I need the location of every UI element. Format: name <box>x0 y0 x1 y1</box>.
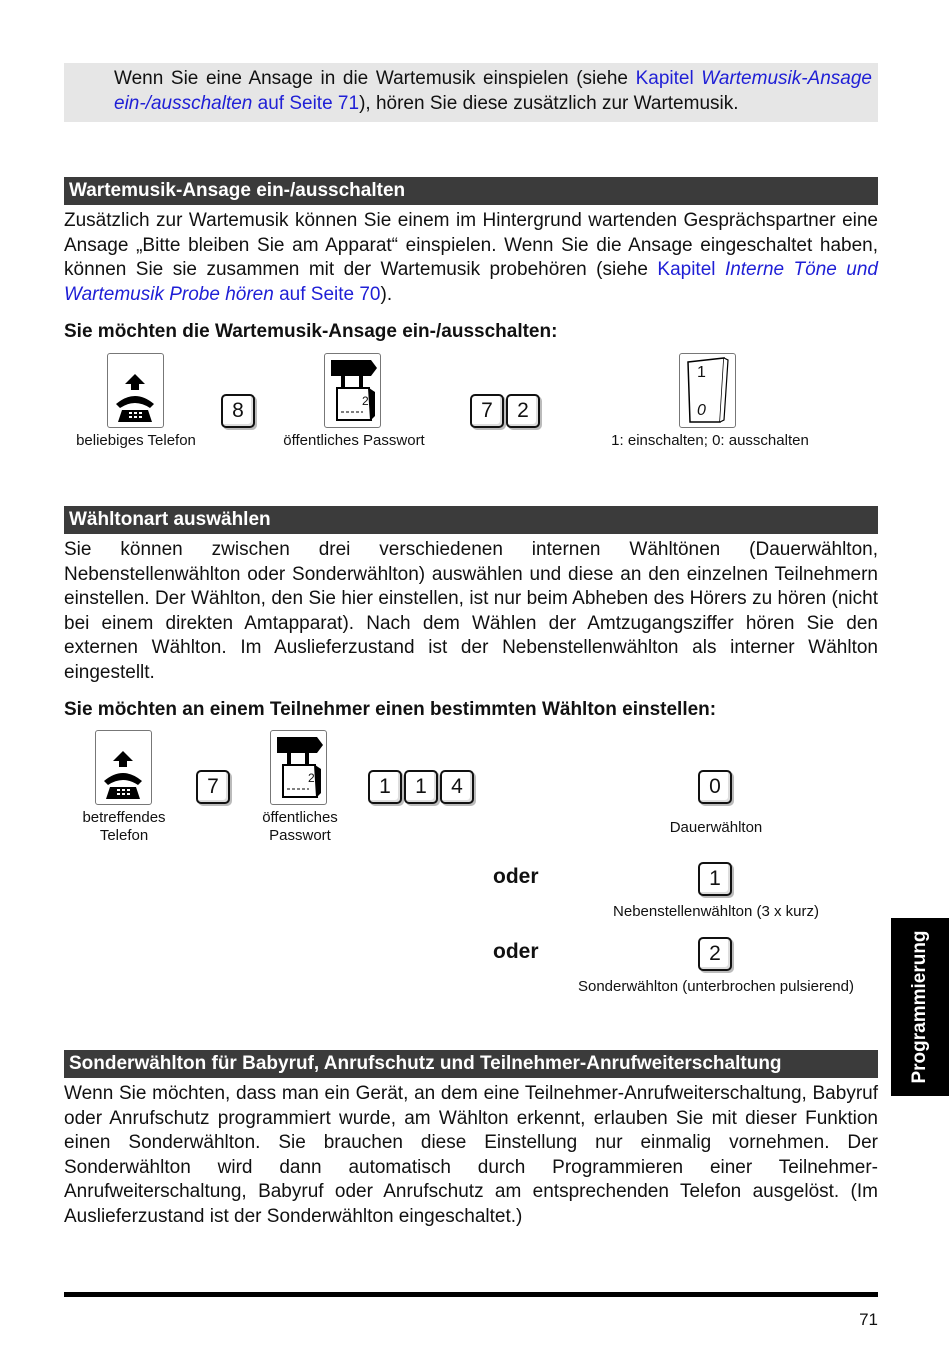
key-2: 2 <box>506 394 540 428</box>
phone-offhook-icon <box>107 353 164 428</box>
key-1: 1 <box>698 862 732 896</box>
note-link[interactable]: Kapitel Wartemusik-Ansage ein-/ausschalten auf Seite 71 <box>114 68 872 114</box>
caption-nebenstellenwaehlton: Nebenstellenwählton (3 x kurz) <box>613 903 819 920</box>
section-body-waehltonart: Sie können zwischen drei verschiedenen internen Wähltönen (Dauerwählton, Nebenstellenwählton oder Sonderwählton) auswählen und diese an den einzelnen Teilnehmern einstellen. Der Wählton, den Sie hier einstellen, ist nur beim Abheben des Hörers zu hören (nicht bei einem direkten Amtapparat). Nach dem Wählen der Amtzugangsziffer hören Sie den externen Wählton. Im Auslieferzustand ist der Nebenstellenwählton als interner Wählton eingestellt. <box>64 539 878 683</box>
phone-offhook-icon <box>95 730 152 805</box>
caption-switch: 1: einschalten; 0: ausschalten <box>611 432 809 449</box>
section-body-sonderwaehlton: Wenn Sie möchten, dass man ein Gerät, an dem eine Teilnehmer-Anrufweiterschaltung, Babyruf oder Anrufschutz programmiert wurde, am Wählton erkennt, erlauben Sie mit dieser Funktion einen Sonderwählton. Sie brauchen diese Einstellung nur einmalig vornehmen. Der Sonderwählton wird dann automatisch durch Programmieren einer Teilnehmer-Anrufweiterschaltung, Babyruf oder Anrufschutz am entsprechenden Telefon ausgelöst. (Im Auslieferzustand ist der Sonderwählton eingeschaltet.) <box>64 1083 878 1227</box>
padlock-password-icon: 2 <box>324 353 381 428</box>
key-2: 2 <box>698 937 732 971</box>
oder-label: oder <box>493 865 539 888</box>
key-7: 7 <box>196 770 230 804</box>
page-number: 71 <box>859 1310 878 1329</box>
section-title-sonderwaehlton: Sonderwählton für Babyruf, Anrufschutz und Teilnehmer-Anrufweiterschaltung <box>64 1050 878 1078</box>
note-text: Wenn Sie eine Ansage in die Wartemusik einspielen (siehe Kapitel Wartemusik-Ansage ein-/ausschalten auf Seite 71), hören Sie diese zusätzlich zur Wartemusik. <box>114 68 872 114</box>
step-heading-2: Sie möchten an einem Teilnehmer einen bestimmten Wählton einstellen: <box>64 699 717 720</box>
caption-sonderwaehlton: Sonderwählton (unterbrochen pulsierend) <box>577 978 854 995</box>
oder-label: oder <box>493 940 539 963</box>
section-title-waehltonart: Wähltonart auswählen <box>64 506 878 534</box>
step-heading-1: Sie möchten die Wartemusik-Ansage ein-/ausschalten: <box>64 321 558 342</box>
key-4: 4 <box>440 770 474 804</box>
padlock-password-icon: 2 <box>270 730 327 805</box>
key-7: 7 <box>470 394 504 428</box>
key-1: 1 <box>368 770 402 804</box>
chapter-link-interne-toene[interactable]: Kapitel Interne Töne und Wartemusik Probe hören auf Seite 70 <box>64 259 879 305</box>
toggle-switch-icon: 1 0 <box>679 353 736 428</box>
footer-rule <box>64 1292 878 1297</box>
caption-oeffentliches-passwort: öffentliches Passwort <box>283 432 425 449</box>
info-note <box>64 63 878 122</box>
key-0: 0 <box>698 770 732 804</box>
caption-betreffendes-telefon: betreffendes Telefon <box>82 809 166 844</box>
section-body-wartemusik-ansage: Zusätzlich zur Wartemusik können Sie einem im Hintergrund wartenden Gesprächspartner eine Ansage „Bitte bleiben Sie am Apparat“ einspielen. Wenn Sie die Ansage eingeschaltet haben, können Sie sie zusammen mit der Wartemusik probehören (siehe Kapitel Interne Töne und Wartemusik Probe hören auf Seite 70). <box>64 210 879 305</box>
chapter-side-tab: Programmierung <box>891 918 949 1096</box>
section-title-wartemusik-ansage: Wartemusik-Ansage ein-/ausschalten <box>64 177 878 205</box>
caption-beliebiges-telefon: beliebiges Telefon <box>76 432 196 449</box>
caption-oeffentliches-passwort: öffentliches Passwort <box>262 809 338 844</box>
key-8: 8 <box>221 394 255 428</box>
key-1: 1 <box>404 770 438 804</box>
caption-dauerwaehlton: Dauerwählton <box>669 819 763 836</box>
